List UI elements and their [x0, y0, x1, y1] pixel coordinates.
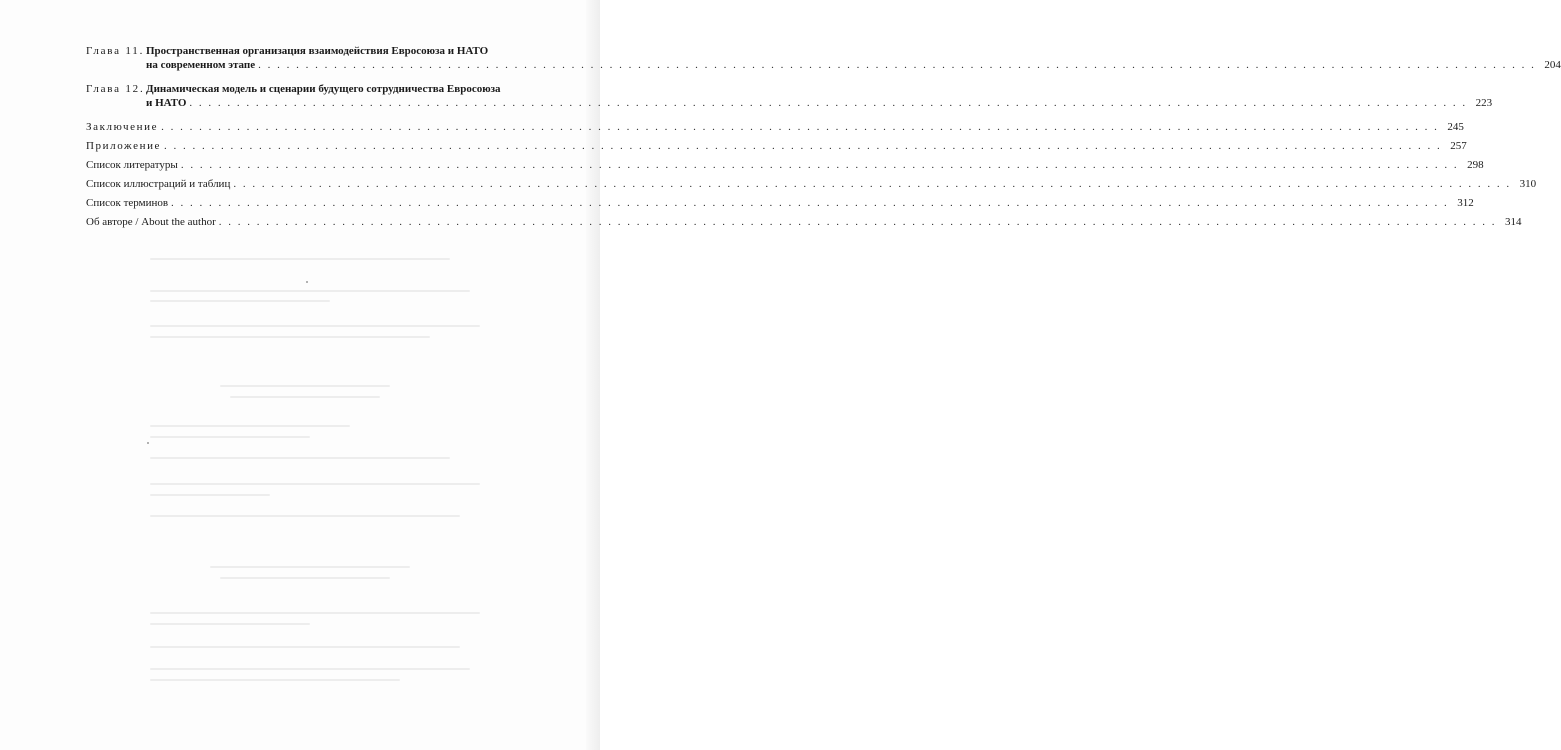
toc-entry-illustrations [86, 177, 1537, 191]
entry-label: Список терминов [86, 197, 169, 209]
toc-entry-conclusion [86, 120, 1464, 134]
leader-dots [233, 177, 1511, 191]
page-number: 223 [1475, 97, 1493, 109]
toc-entry-appendix [86, 139, 1467, 153]
chapter-title-line-1: Динамическая модель и сценарии будущего сотрудничества Евросоюза [146, 83, 501, 95]
page-number: 310 [1519, 178, 1537, 190]
page-number: 245 [1447, 121, 1464, 133]
entry-label: Заключение [86, 121, 159, 133]
page-number: 257 [1450, 140, 1467, 152]
chapter-title-line-2: на современном этапе [146, 59, 256, 71]
table-of-contents [86, 44, 1561, 234]
entry-label: Список литературы [86, 159, 178, 171]
leader-dots [219, 215, 1497, 229]
page-edge-shadow [586, 0, 600, 750]
toc-entry-references [86, 158, 1484, 172]
chapter-title-line-2: и НАТО [146, 97, 187, 109]
chapter-prefix: Глава 12. [86, 83, 145, 95]
entry-label: Приложение [86, 140, 162, 152]
chapter-title-line-1: Пространственная организация взаимодействия Евросоюза и НАТО [146, 45, 489, 57]
toc-chapter-11 [86, 44, 1561, 72]
page-number: 312 [1457, 197, 1474, 209]
toc-entry-about-author [86, 215, 1522, 229]
toc-chapter-12 [86, 82, 1493, 110]
toc-entry-glossary [86, 196, 1474, 210]
page-number: 204 [1544, 59, 1561, 71]
leader-dots [189, 96, 1467, 110]
leader-dots [258, 58, 1536, 72]
leader-dots [164, 139, 1442, 153]
page-number: 314 [1504, 216, 1522, 228]
page-number: 298 [1467, 159, 1484, 171]
leader-dots [171, 196, 1449, 210]
entry-label: Об авторе / About the author [86, 216, 216, 228]
entry-label: Список иллюстраций и таблиц [86, 178, 231, 190]
leader-dots [181, 158, 1459, 172]
leader-dots [161, 120, 1439, 134]
chapter-prefix: Глава 11. [86, 45, 145, 57]
